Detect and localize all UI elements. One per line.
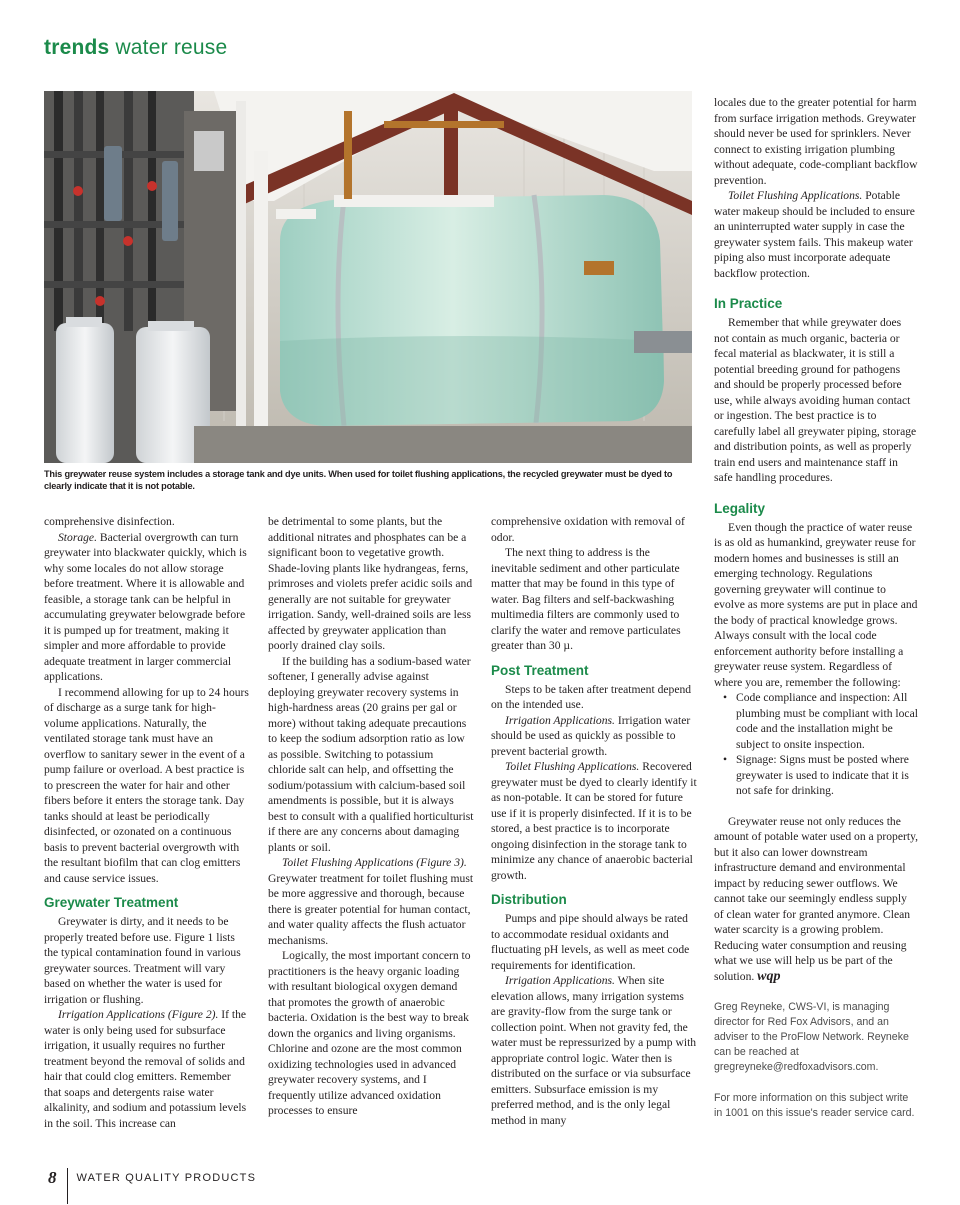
col4-paragraph-3: Remember that while greywater does not contain as much organic, bacteria or fecal material as blackwater, it is still a potential breeding ground for pathogens and should be properly processed before use, while always avoiding human contact or ingestion. The best practice is to carefully label all greywater piping, storage and distribution points, as well as properly train end users and maintenance staff in safe handling procedures. <box>714 316 917 484</box>
col4-paragraph-4: Even though the practice of water reuse is as old as humankind, greywater reuse for modern homes and businesses is still an emerging technology. Regulations governing greywater will continue to evolve as more systems are put in place and the body of practical knowledge grows. Always consult with the local code enforcement authority before installing a greywater reuse system. Regardless of where you are, remember the following: <box>714 520 918 689</box>
col2-toilet-paragraph <box>268 855 474 948</box>
toilet-text-3: Potable water makeup should be included to ensure an uninterrupted water supply in case the greywater system fails. This makeup water piping also must incorporate adequate backflow protection. <box>714 189 915 280</box>
article-column-4 <box>714 95 918 1121</box>
header-topic: water reuse <box>115 36 228 59</box>
col2-paragraph-2: If the building has a sodium-based water softener, I generally advise against deploying greywater recovery systems in high-hardness areas (20 grains per gal or more) without taking adequate precautions to keep the sodium adsorption ratio as low as possible. Switching to potassium chloride salt can help, and offsetting the sodium/potassium with calcium-based soil amendments is possible, but it is always best to consult with a qualified horticulturist if there are any concerns about damaging plants or soil. <box>268 654 474 854</box>
footer-divider <box>67 1168 68 1204</box>
irrigation-text-2: Irrigation water should be used as quickly as possible to prevent bacterial growth. <box>491 713 691 758</box>
col4-toilet-paragraph <box>714 188 918 281</box>
col3-paragraph-2: The next thing to address is the inevitable sediment and other particulate matter that may be found in this type of water. Bag filters and self-backwashing multimedia filters are commonly used to clarify the water and remove particulates greater than 30 µ. <box>491 546 681 652</box>
col2-paragraph-4: Logically, the most important concern to practitioners is the heavy organic loading with resultant biological oxygen demand that promotes the growth of anaerobic bacteria. Oxidation is the best way to break down the organics and living organisms. Chlorine and ozone are the most common oxidizing technologies used in advanced greywater recovery systems, and I frequently utilize advanced oxidation processes to ensure <box>268 949 471 1117</box>
header-trends: trends <box>44 36 110 59</box>
photo-caption: This greywater reuse system includes a storage tank and dye units. When used for toilet flushing applications, the recycled greywater must be dyed to clearly indicate that it is not potable. <box>44 469 673 492</box>
toilet-runin-3: Toilet Flushing Applications. <box>728 189 863 202</box>
col1-paragraph-4: Greywater is dirty, and it needs to be properly treated before use. Figure 1 lists the typical contamination found in various greywater sources. Treatment will vary based on whether the water is used for irrigation or flushing. <box>44 915 241 1006</box>
toilet-runin-2: Toilet Flushing Applications. <box>505 760 640 773</box>
col1-paragraph-1: comprehensive disinfection. <box>44 515 175 528</box>
list-item: • Code compliance and inspection: All plumbing must be compliant with local code and the installation might be subject to onsite inspection. <box>736 690 918 752</box>
article-column-1 <box>44 514 249 1131</box>
col1-paragraph-3: I recommend allowing for up to 24 hours of discharge as a surge tank for high-volume applications. Naturally, the ventilated storage tank must have an overflow to sanitary sewer in the event of a pump failure or overload. A best practice is to prescreen the water for hair and other fibers before it enters the storage tank. Day tanks should at least be periodically disinfected, or ozonated on a continuous basis to prevent bacterial overgrowth with the resultant biofilm that can clog emitters and cause service issues. <box>44 685 249 885</box>
col3-irrigation-paragraph-2 <box>491 973 697 1128</box>
heading-in-practice: In Practice <box>714 296 783 311</box>
publication-name: WATER QUALITY PRODUCTS <box>76 1172 257 1184</box>
heading-distribution: Distribution <box>491 892 567 907</box>
section-header <box>44 36 227 60</box>
col3-paragraph-5: Pumps and pipe should always be rated to accommodate residual oxidants and fluctuating pH levels, as well as meet code requirements for identification. <box>491 912 690 972</box>
irrigation-runin-2: Irrigation Applications. <box>505 713 615 727</box>
closing-text: Greywater reuse not only reduces the amount of potable water used on a property, but it also can lower downstream infrastructure demand and environmental impact by reducing sewer outflows. We cannot take our seemingly endless supply of clean water for granted anymore. Clean water scarcity is a growing problem. Reducing water consumption and reusing what we use will help us be part of the solution. <box>714 814 919 983</box>
heading-greywater-treatment: Greywater Treatment <box>44 895 179 910</box>
page-number: 8 <box>48 1168 57 1187</box>
col2-paragraph-1: be detrimental to some plants, but the additional nitrates and phosphates can be a significant boon to vegetative growth. Shade-loving plants like hydrangeas, ferns, primroses and violets prefer acidic soils and generally are not suitable for greywater irrigation. Sandy, well-drained soils are less affected by greywater application than poorly drained clay soils. <box>268 515 473 652</box>
heading-legality: Legality <box>714 500 766 516</box>
greywater-system-photo <box>44 91 692 463</box>
reader-service-note: For more information on this subject write in 1001 on this issue's reader service card. <box>714 1092 915 1119</box>
toilet-text-2: Recovered greywater must be dyed to clearly identify it as non-potable. It can be stored for future use if it is properly disinfected. If it is to be stored, a best practice is to incorporate ongoing disinfection in the storage tank to minimize any chance of anaerobic bacterial growth. <box>491 760 697 882</box>
col4-paragraph-1: locales due to the greater potential for harm from surface irrigation methods. Greywater should never be used for sprinklers. Never connect to existing irrigation plumbing without adequate, code-compliant backflow prevention. <box>714 96 918 187</box>
photo-illustration <box>44 91 692 463</box>
page-footer <box>48 1168 256 1204</box>
col3-irrigation-paragraph <box>491 713 697 760</box>
toilet-text: Greywater treatment for toilet flushing must be more aggressive and thorough, because there is greater potential for human contact, and water quality affects the flush actuator mechanisms. <box>268 871 474 947</box>
col4-paragraph-5 <box>714 814 918 985</box>
irrigation-text: If the water is only being used for subsurface irrigation, it usually requires no further treatment beyond the removal of solids and hair that could clog emitters. Remember that soaps and detergents raise water alkalinity, and sodium and potassium levels in the soil. This increase can <box>44 1008 247 1130</box>
heading-post-treatment: Post Treatment <box>491 662 589 678</box>
toilet-runin: Toilet Flushing Applications (Figure 3). <box>282 856 467 869</box>
storage-text: Bacterial overgrowth can turn greywater into blackwater quickly, which is why some locales do not allow storage before treatment. Where it is allowable and feasible, a storage tank can be helpful in accumulating greywater belowgrade before it is pumped up for treatment, making it simpler and more affordable to provide adequate treatment in larger commercial applications. <box>44 530 247 683</box>
storage-runin: Storage. <box>58 530 97 544</box>
irrigation-runin-3: Irrigation Applications. <box>505 974 615 987</box>
article-column-3 <box>491 514 697 1128</box>
col1-storage-paragraph <box>44 530 249 685</box>
irrigation-runin: Irrigation Applications (Figure 2). <box>58 1008 219 1021</box>
col3-paragraph-1: comprehensive oxidation with removal of odor. <box>491 515 685 544</box>
requirements-list <box>714 690 918 799</box>
col3-toilet-paragraph <box>491 759 697 883</box>
list-item: • Signage: Signs must be posted where greywater is used to indicate that it is not safe for drinking. <box>736 752 918 799</box>
irrigation-text-3: When site elevation allows, many irrigation systems are gravity-flow from the surge tank or collection point. When not gravity fed, the water must be repressurized by a pump with appropriate control logic. Water then is distributed on the surface or via subsurface emitters. Subsurface emission is my preferred method, and is the only legal method in many <box>491 974 697 1127</box>
col1-irrigation-paragraph <box>44 1007 249 1131</box>
wqp-signoff: wqp <box>757 968 781 984</box>
article-column-2 <box>268 514 474 1119</box>
col3-paragraph-3: Steps to be taken after treatment depend on the intended use. <box>491 682 692 711</box>
author-bio: Greg Reyneke, CWS-VI, is managing director for Red Fox Advisors, and an adviser to the ProFlow Network. Reyneke can be reached at gregreyneke@redfoxadvisors.com. <box>714 1001 909 1073</box>
